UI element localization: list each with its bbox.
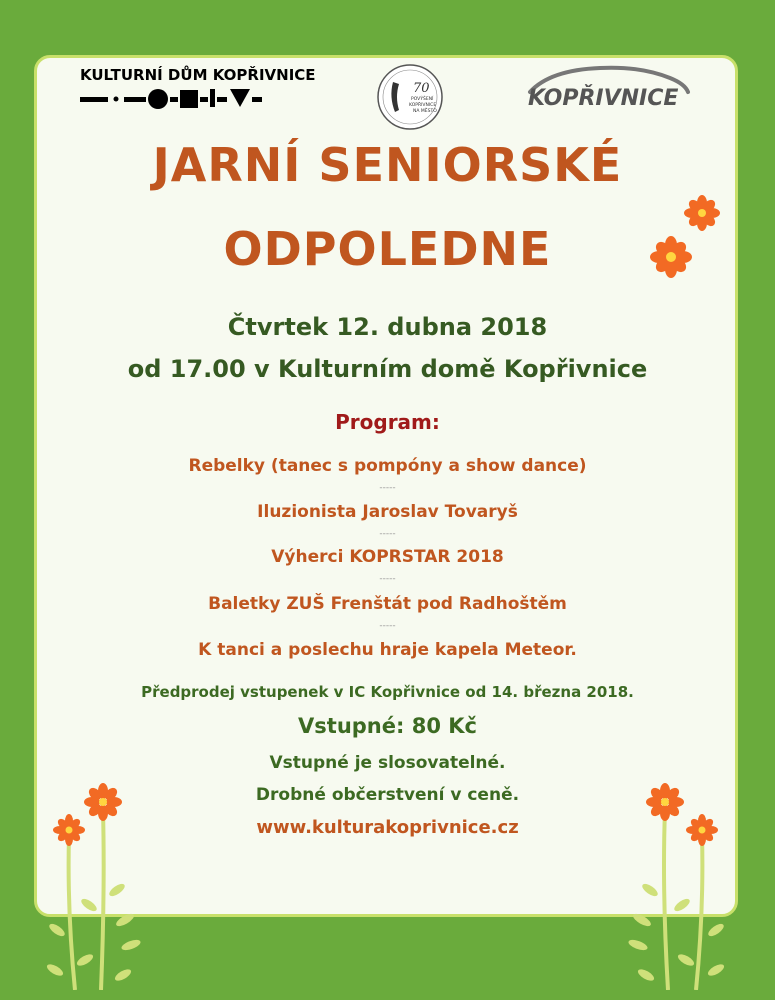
ticket-price: Vstupné: 80 Kč xyxy=(298,714,477,738)
svg-text:NA MĚSTO: NA MĚSTO xyxy=(413,109,437,114)
seal-icon xyxy=(375,62,445,132)
event-date: Čtvrtek 12. dubna 2018 xyxy=(227,313,548,341)
program-item: Rebelky (tanec s pompóny a show dance) xyxy=(188,456,587,476)
kd-logo-text: KULTURNÍ DŮM KOPŘIVNICE xyxy=(80,66,316,84)
city-anniversary-seal xyxy=(375,62,445,132)
flower-icon xyxy=(684,195,720,231)
event-title-line2: ODPOLEDNE xyxy=(223,222,552,276)
program-separator: ----- xyxy=(379,483,396,493)
program-heading: Program: xyxy=(335,410,440,434)
presale-info: Předprodej vstupenek v IC Kopřivnice od 14. března 2018. xyxy=(141,683,634,701)
kd-logo-symbols-icon xyxy=(80,86,280,116)
event-time-place: od 17.00 v Kulturním domě Kopřivnice xyxy=(127,355,648,383)
program-separator: ----- xyxy=(379,621,396,631)
program-separator: ----- xyxy=(379,529,396,539)
refreshments-info: Drobné občerstvení v ceně. xyxy=(255,785,520,805)
lottery-info: Vstupné je slosovatelné. xyxy=(269,753,506,773)
flower-stems-right-icon xyxy=(620,780,730,990)
program-item: K tanci a poslechu hraje kapela Meteor. xyxy=(198,640,577,660)
city-logo-text: KOPŘIVNICE xyxy=(528,86,679,111)
event-title-line1: JARNÍ SENIORSKÉ xyxy=(152,138,623,192)
koprivnice-city-logo xyxy=(520,60,695,120)
svg-text:KOPŘIVNICE: KOPŘIVNICE xyxy=(409,103,437,108)
program-item: Výherci KOPRSTAR 2018 xyxy=(271,547,504,567)
svg-text:POVÝŠENÍ: POVÝŠENÍ xyxy=(411,97,434,102)
program-separator: ----- xyxy=(379,574,396,584)
svg-text:70: 70 xyxy=(413,81,430,96)
website-link[interactable]: www.kulturakoprivnice.cz xyxy=(256,817,519,838)
flower-icon xyxy=(650,236,692,278)
program-item: Baletky ZUŠ Frenštát pod Radhoštěm xyxy=(208,594,567,614)
kulturni-dum-logo xyxy=(80,66,320,116)
program-item: Iluzionista Jaroslav Tovaryš xyxy=(257,502,518,522)
flower-stems-left-icon xyxy=(45,780,155,990)
